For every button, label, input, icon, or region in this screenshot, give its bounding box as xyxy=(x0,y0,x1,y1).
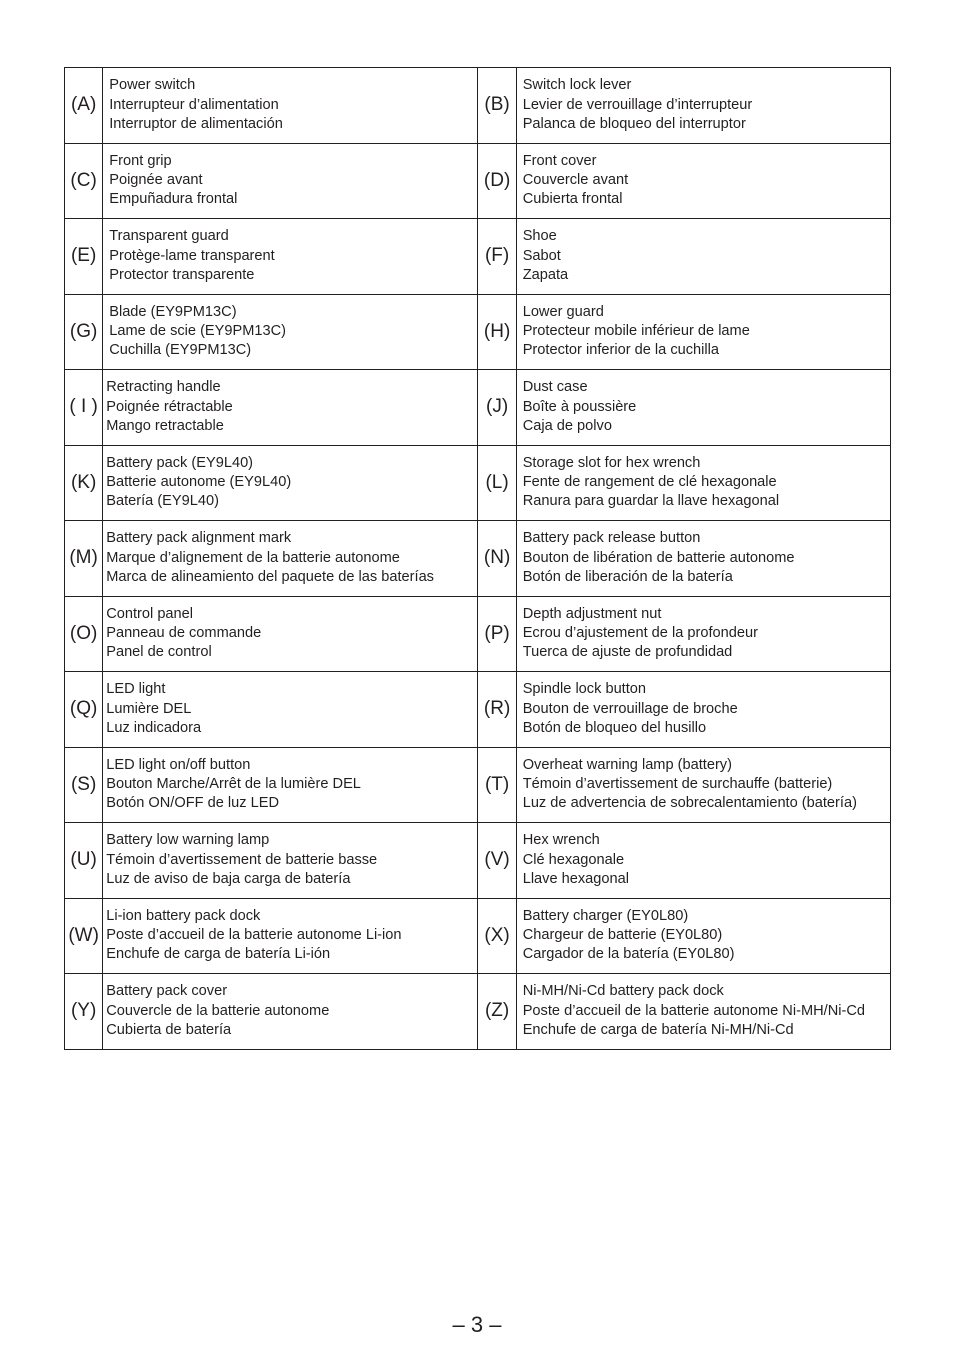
part-description-line: Levier de verrouillage d’interrupteur xyxy=(522,96,753,113)
part-description-line: Bouton de verrouillage de broche xyxy=(522,700,738,717)
part-description xyxy=(516,445,890,521)
part-label: (G) xyxy=(65,294,103,370)
part-description-line: Li-ion battery pack dock xyxy=(106,907,261,924)
part-label: (J) xyxy=(478,370,516,446)
part-description-line: Botón de bloqueo del husillo xyxy=(522,719,707,736)
part-description-line: Couvercle de la batterie autonome xyxy=(106,1002,330,1019)
part-description xyxy=(103,68,478,144)
part-description-line: Protector transparente xyxy=(109,266,255,283)
part-description-line: Luz de aviso de baja carga de batería xyxy=(106,870,351,887)
part-description-line: Mango retractable xyxy=(106,417,224,434)
part-description xyxy=(103,974,478,1050)
part-description-line: Storage slot for hex wrench xyxy=(522,454,701,471)
table-row xyxy=(65,445,891,521)
part-label: (T) xyxy=(478,747,516,823)
part-label: (V) xyxy=(478,823,516,899)
part-description-line: Enchufe de carga de batería Li-ión xyxy=(106,946,331,963)
table-row xyxy=(65,898,891,974)
part-description-line: Marca de alineamiento del paquete de las baterías xyxy=(106,568,434,585)
part-label: (O) xyxy=(65,596,103,672)
part-description xyxy=(516,219,890,295)
part-label: (F) xyxy=(478,219,516,295)
table-row xyxy=(65,747,891,823)
part-label: (E) xyxy=(65,219,103,295)
part-description-line: Blade (EY9PM13C) xyxy=(109,303,237,320)
part-label: (W) xyxy=(65,898,103,974)
part-description xyxy=(516,143,890,219)
part-description xyxy=(516,898,890,974)
table-row xyxy=(65,596,891,672)
part-description-line: Spindle lock button xyxy=(522,681,647,698)
part-description-line: Panneau de commande xyxy=(106,625,262,642)
part-label: (Q) xyxy=(65,672,103,748)
part-description-line: Cargador de la batería (EY0L80) xyxy=(522,946,735,963)
part-description-line: Boîte à poussière xyxy=(522,398,637,415)
part-description-line: Battery pack alignment mark xyxy=(106,530,292,547)
part-description-line: Clé hexagonale xyxy=(522,851,625,868)
part-description-line: Protector inferior de la cuchilla xyxy=(522,342,719,359)
part-description xyxy=(516,521,890,597)
part-description xyxy=(516,823,890,899)
part-description-line: Caja de polvo xyxy=(522,417,612,434)
part-description-line: Sabot xyxy=(522,247,561,264)
part-description-line: Panel de control xyxy=(106,644,212,661)
part-description-line: Battery charger (EY0L80) xyxy=(522,907,689,924)
part-label: (D) xyxy=(478,143,516,219)
part-description-line: Tuerca de ajuste de profundidad xyxy=(522,644,733,661)
part-description xyxy=(103,596,478,672)
part-label: ( I ) xyxy=(65,370,103,446)
part-description-line: Front cover xyxy=(522,152,597,169)
part-label: (Z) xyxy=(478,974,516,1050)
part-description xyxy=(103,370,478,446)
part-description-line: Control panel xyxy=(106,605,194,622)
part-description-line: Chargeur de batterie (EY0L80) xyxy=(522,927,723,944)
table-row xyxy=(65,294,891,370)
table-row xyxy=(65,521,891,597)
part-description-line: Botón de liberación de la batería xyxy=(522,568,733,585)
part-description-line: Zapata xyxy=(522,266,569,283)
part-description-line: Luz de advertencia de sobrecalentamiento (batería) xyxy=(522,795,857,812)
part-description-line: Cubierta de batería xyxy=(106,1021,232,1038)
parts-list-body xyxy=(65,68,891,1050)
part-description-line: Marque d’alignement de la batterie autonome xyxy=(106,549,400,566)
part-description-line: Interrupteur d’alimentation xyxy=(109,96,279,113)
part-description-line: Overheat warning lamp (battery) xyxy=(522,756,732,773)
part-description xyxy=(103,672,478,748)
part-description-line: Empuñadura frontal xyxy=(109,191,238,208)
part-label: (R) xyxy=(478,672,516,748)
part-description xyxy=(516,747,890,823)
part-description xyxy=(516,294,890,370)
part-description xyxy=(516,974,890,1050)
part-description-line: Poignée avant xyxy=(109,172,203,189)
part-description xyxy=(516,672,890,748)
table-row xyxy=(65,823,891,899)
part-description-line: Témoin d’avertissement de surchauffe (batterie) xyxy=(522,776,833,793)
part-label: (C) xyxy=(65,143,103,219)
part-label: (N) xyxy=(478,521,516,597)
part-description-line: Retracting handle xyxy=(106,379,221,396)
part-description xyxy=(516,596,890,672)
part-description-line: Front grip xyxy=(109,152,172,169)
part-description-line: Battery pack (EY9L40) xyxy=(106,454,254,471)
part-description xyxy=(103,143,478,219)
part-description-line: Cubierta frontal xyxy=(522,191,623,208)
part-label: (U) xyxy=(65,823,103,899)
table-row xyxy=(65,672,891,748)
part-label: (L) xyxy=(478,445,516,521)
part-description-line: Poste d’accueil de la batterie autonome Ni-MH/Ni-Cd xyxy=(522,1002,866,1019)
part-description-line: Transparent guard xyxy=(109,228,229,245)
part-description-line: Enchufe de carga de batería Ni-MH/Ni-Cd xyxy=(522,1021,794,1038)
part-label: (A) xyxy=(65,68,103,144)
part-description xyxy=(103,823,478,899)
part-label: (B) xyxy=(478,68,516,144)
parts-list-table xyxy=(64,67,891,1050)
table-row xyxy=(65,143,891,219)
part-description-line: Batería (EY9L40) xyxy=(106,493,219,510)
part-description xyxy=(103,445,478,521)
part-description-line: Poignée rétractable xyxy=(106,398,233,415)
part-description-line: Témoin d’avertissement de batterie basse xyxy=(106,851,378,868)
part-description-line: Palanca de bloqueo del interruptor xyxy=(522,115,746,132)
part-description-line: Lower guard xyxy=(522,303,604,320)
part-description-line: Depth adjustment nut xyxy=(522,605,662,622)
part-label: (M) xyxy=(65,521,103,597)
part-description-line: Fente de rangement de clé hexagonale xyxy=(522,474,777,491)
part-description-line: Shoe xyxy=(522,228,557,245)
part-label: (P) xyxy=(478,596,516,672)
part-description-line: LED light xyxy=(106,681,166,698)
part-description xyxy=(103,898,478,974)
part-description-line: Bouton de libération de batterie autonome xyxy=(522,549,795,566)
part-description-line: LED light on/off button xyxy=(106,756,251,773)
part-label: (X) xyxy=(478,898,516,974)
part-description-line: Interruptor de alimentación xyxy=(109,115,283,132)
part-description xyxy=(103,294,478,370)
part-description-line: Lumière DEL xyxy=(106,700,192,717)
part-description xyxy=(516,370,890,446)
part-label: (S) xyxy=(65,747,103,823)
part-description-line: Dust case xyxy=(522,379,588,396)
table-row xyxy=(65,370,891,446)
part-description-line: Lame de scie (EY9PM13C) xyxy=(109,323,287,340)
part-description-line: Hex wrench xyxy=(522,832,600,849)
part-description-line: Batterie autonome (EY9L40) xyxy=(106,474,292,491)
table-row xyxy=(65,974,891,1050)
part-description-line: Ni-MH/Ni-Cd battery pack dock xyxy=(522,983,724,1000)
table-row xyxy=(65,68,891,144)
table-row xyxy=(65,219,891,295)
part-description-line: Luz indicadora xyxy=(106,719,202,736)
part-description-line: Poste d’accueil de la batterie autonome Li-ion xyxy=(106,927,402,944)
part-description xyxy=(103,747,478,823)
page-number: – 3 – xyxy=(452,1312,502,1337)
part-description xyxy=(516,68,890,144)
part-description-line: Couvercle avant xyxy=(522,172,629,189)
part-description xyxy=(103,521,478,597)
part-description-line: Battery low warning lamp xyxy=(106,832,270,849)
part-description-line: Bouton Marche/Arrêt de la lumière DEL xyxy=(106,776,361,793)
part-description-line: Protège-lame transparent xyxy=(109,247,275,264)
part-description-line: Ranura para guardar la llave hexagonal xyxy=(522,493,780,510)
part-description-line: Power switch xyxy=(109,77,196,94)
part-description-line: Protecteur mobile inférieur de lame xyxy=(522,323,750,340)
part-description-line: Battery pack cover xyxy=(106,983,228,1000)
part-description-line: Cuchilla (EY9PM13C) xyxy=(109,342,252,359)
part-label: (K) xyxy=(65,445,103,521)
part-description-line: Llave hexagonal xyxy=(522,870,629,887)
part-description-line: Botón ON/OFF de luz LED xyxy=(106,795,279,812)
part-description-line: Battery pack release button xyxy=(522,530,701,547)
part-label: (Y) xyxy=(65,974,103,1050)
part-description-line: Switch lock lever xyxy=(522,77,632,94)
part-label: (H) xyxy=(478,294,516,370)
part-description-line: Ecrou d’ajustement de la profondeur xyxy=(522,625,758,642)
part-description xyxy=(103,219,478,295)
